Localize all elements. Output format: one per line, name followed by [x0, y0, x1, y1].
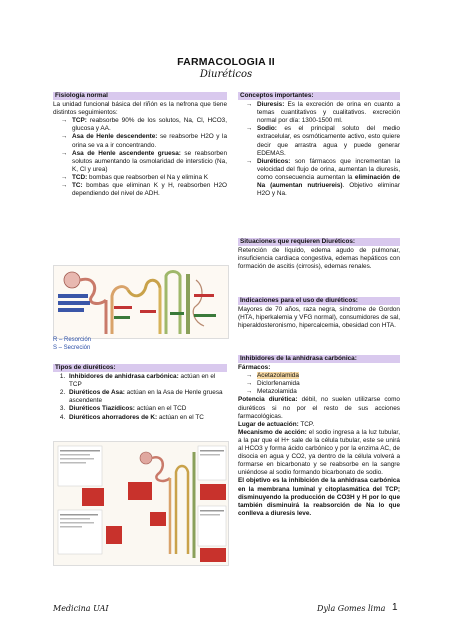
footer-school: Medicina UAI: [53, 604, 109, 613]
list-item: → Asa de Henle descendente: se reabsorbe H2O y la orina se va a ir concentrando.: [61, 133, 227, 149]
fisiologia-intro: La unidad funcional básica del riñón es la nefrona que tiene distintos seguimientos:: [53, 101, 227, 117]
list-item: → TC: bombas que eliminan K y H, reabsorben H2O dependiendo del nivel de ADH.: [61, 182, 227, 198]
fisiologia-heading: Fisiología normal: [53, 92, 227, 100]
list-item: → TCP: reabsorbe 90% de los solutos, Na, Cl, HCO3, glucosa y AA.: [61, 117, 227, 133]
farmacos-label: Fármacos:: [238, 364, 271, 372]
list-item: → Diuresis: Es la excreción de orina en cuanto a temas cuantitativos y cualitativos. excreción normal por día: 1300-1500 ml.: [246, 101, 400, 125]
inhibidores-section: [238, 355, 400, 518]
fisiologia-section: [53, 92, 227, 198]
footer-author: Dyla Gomes lima: [317, 604, 386, 613]
conceptos-heading: Conceptos importantes:: [238, 92, 400, 100]
farmacos-list: [238, 372, 400, 396]
arrow-icon: →: [246, 388, 253, 396]
arrow-icon: →: [246, 125, 253, 133]
list-item: 2. Diuréticos de Asa: actúan en la Asa de Henle gruesa ascendente: [67, 389, 227, 405]
diuretics-sites-figure: [53, 441, 229, 566]
indicaciones-heading: Indicaciones para el uso de diuréticos:: [238, 297, 400, 305]
acetazolamida-highlight: Acetazolamida: [257, 372, 299, 380]
situaciones-heading: Situaciones que requieren Diuréticos:: [238, 238, 400, 246]
arrow-icon: →: [61, 182, 68, 190]
objetivo-text: El objetivo es la inhibición de la anhidrasa carbónica en la membrana luminal y citoplasmática del TCP; disminuyendo la producción de CO3H y H por lo que también disminuirá la reabsorción de Na lo que conlleva a diuresis leve.: [238, 477, 400, 517]
arrow-icon: →: [246, 380, 253, 388]
diuretics-sites-illustration: [54, 442, 228, 565]
nephron-figure: [53, 265, 229, 339]
tipos-heading: Tipos de diuréticos:: [53, 364, 227, 372]
inhibidores-heading: Inhibidores de la anhidrasa carbónica:: [238, 355, 400, 363]
nephron-illustration: [54, 266, 228, 338]
page-number: 1: [392, 602, 398, 613]
list-item: 3. Diuréticos Tiazídicos: actúan en el TCD: [67, 405, 227, 413]
indicaciones-text: Mayores de 70 años, raza negra, síndrome de Gordon (HTA, hiperkalemia y VFG normal), consumidores de sal, hiperaldosteronismo, hipercalcemia, obesidad con HTA.: [238, 306, 400, 330]
situaciones-section: [238, 238, 400, 271]
arrow-icon: →: [61, 173, 68, 181]
arrow-icon: →: [61, 149, 68, 157]
situaciones-text: Retención de líquido, edema agudo de pulmonar, insuficiencia cardiaca congestiva, edemas hepáticos con formación de ascitis (cirrosis), edemas renales.: [238, 247, 400, 271]
arrow-icon: →: [246, 157, 253, 165]
figure-legend: [53, 337, 227, 352]
legend-secrecion: S – Secreción: [53, 344, 91, 351]
conceptos-list: [238, 101, 400, 198]
list-item: 1. Inhibidores de anhidrasa carbónica: actúan en el TCP: [67, 373, 227, 389]
list-item: → Diuréticos: son fármacos que incrementan la velocidad del flujo de orina, aumentan la diuresis, como consecuencia aumentan la eliminación de Na (aumentan nutriuereis). Objetivo eliminar H2O y Na.: [246, 157, 400, 198]
list-item: → Sodio: es el principal soluto del medio extracelular, es osmóticamente activo, esto quiere decir que arrastra agua y puede generar EDEMAS.: [246, 125, 400, 157]
fisiologia-list: [53, 117, 227, 198]
page-subtitle: Diuréticos: [199, 69, 253, 80]
mecanismo-text: Mecanismo de acción: el sodio ingresa a la luz tubular, a la par que el H+ sale de la célula tubular, este se unirá al HCO3 y forma ácido carbónico y por la enzima AC, de disocia en agua y CO2, ya dentro de la célula volverá a formarse en bicarbonato y se reabsorbe en la sangre uniéndose al sodio formando bicarbonato de sodio.: [238, 428, 400, 477]
arrow-icon: →: [61, 117, 68, 125]
page-title: FARMACOLOGIA II: [177, 56, 275, 68]
legend-resorcion: R – Resorción: [53, 337, 92, 343]
arrow-icon: →: [61, 133, 68, 141]
tipos-list: [53, 373, 227, 422]
arrow-icon: →: [246, 101, 253, 109]
list-item: 4. Diuréticos ahorradores de K: actúan en el TC: [67, 414, 227, 422]
list-item: → Metazolamida: [246, 388, 297, 396]
conceptos-section: [238, 92, 400, 198]
arrow-icon: →: [246, 372, 253, 380]
indicaciones-section: [238, 297, 400, 330]
list-item: → TCD: bombas que reabsorben el Na y elimina K: [61, 173, 209, 181]
tipos-section: [53, 364, 227, 422]
list-item: → Asa de Henle ascendente gruesa: se reabsorben solutos aumentando la osmolaridad de intersticio (Na, K, Cl y urea): [61, 149, 227, 173]
list-item: [246, 372, 400, 380]
list-item: → Diclorfenamida: [246, 380, 300, 388]
lugar-text: Lugar de actuación: TCP.: [238, 420, 315, 428]
potencia-text: Potencia diurética: débil, no suelen utilizarse como diuréticos si no por el resto de sus acciones farmacológicas.: [238, 396, 400, 420]
